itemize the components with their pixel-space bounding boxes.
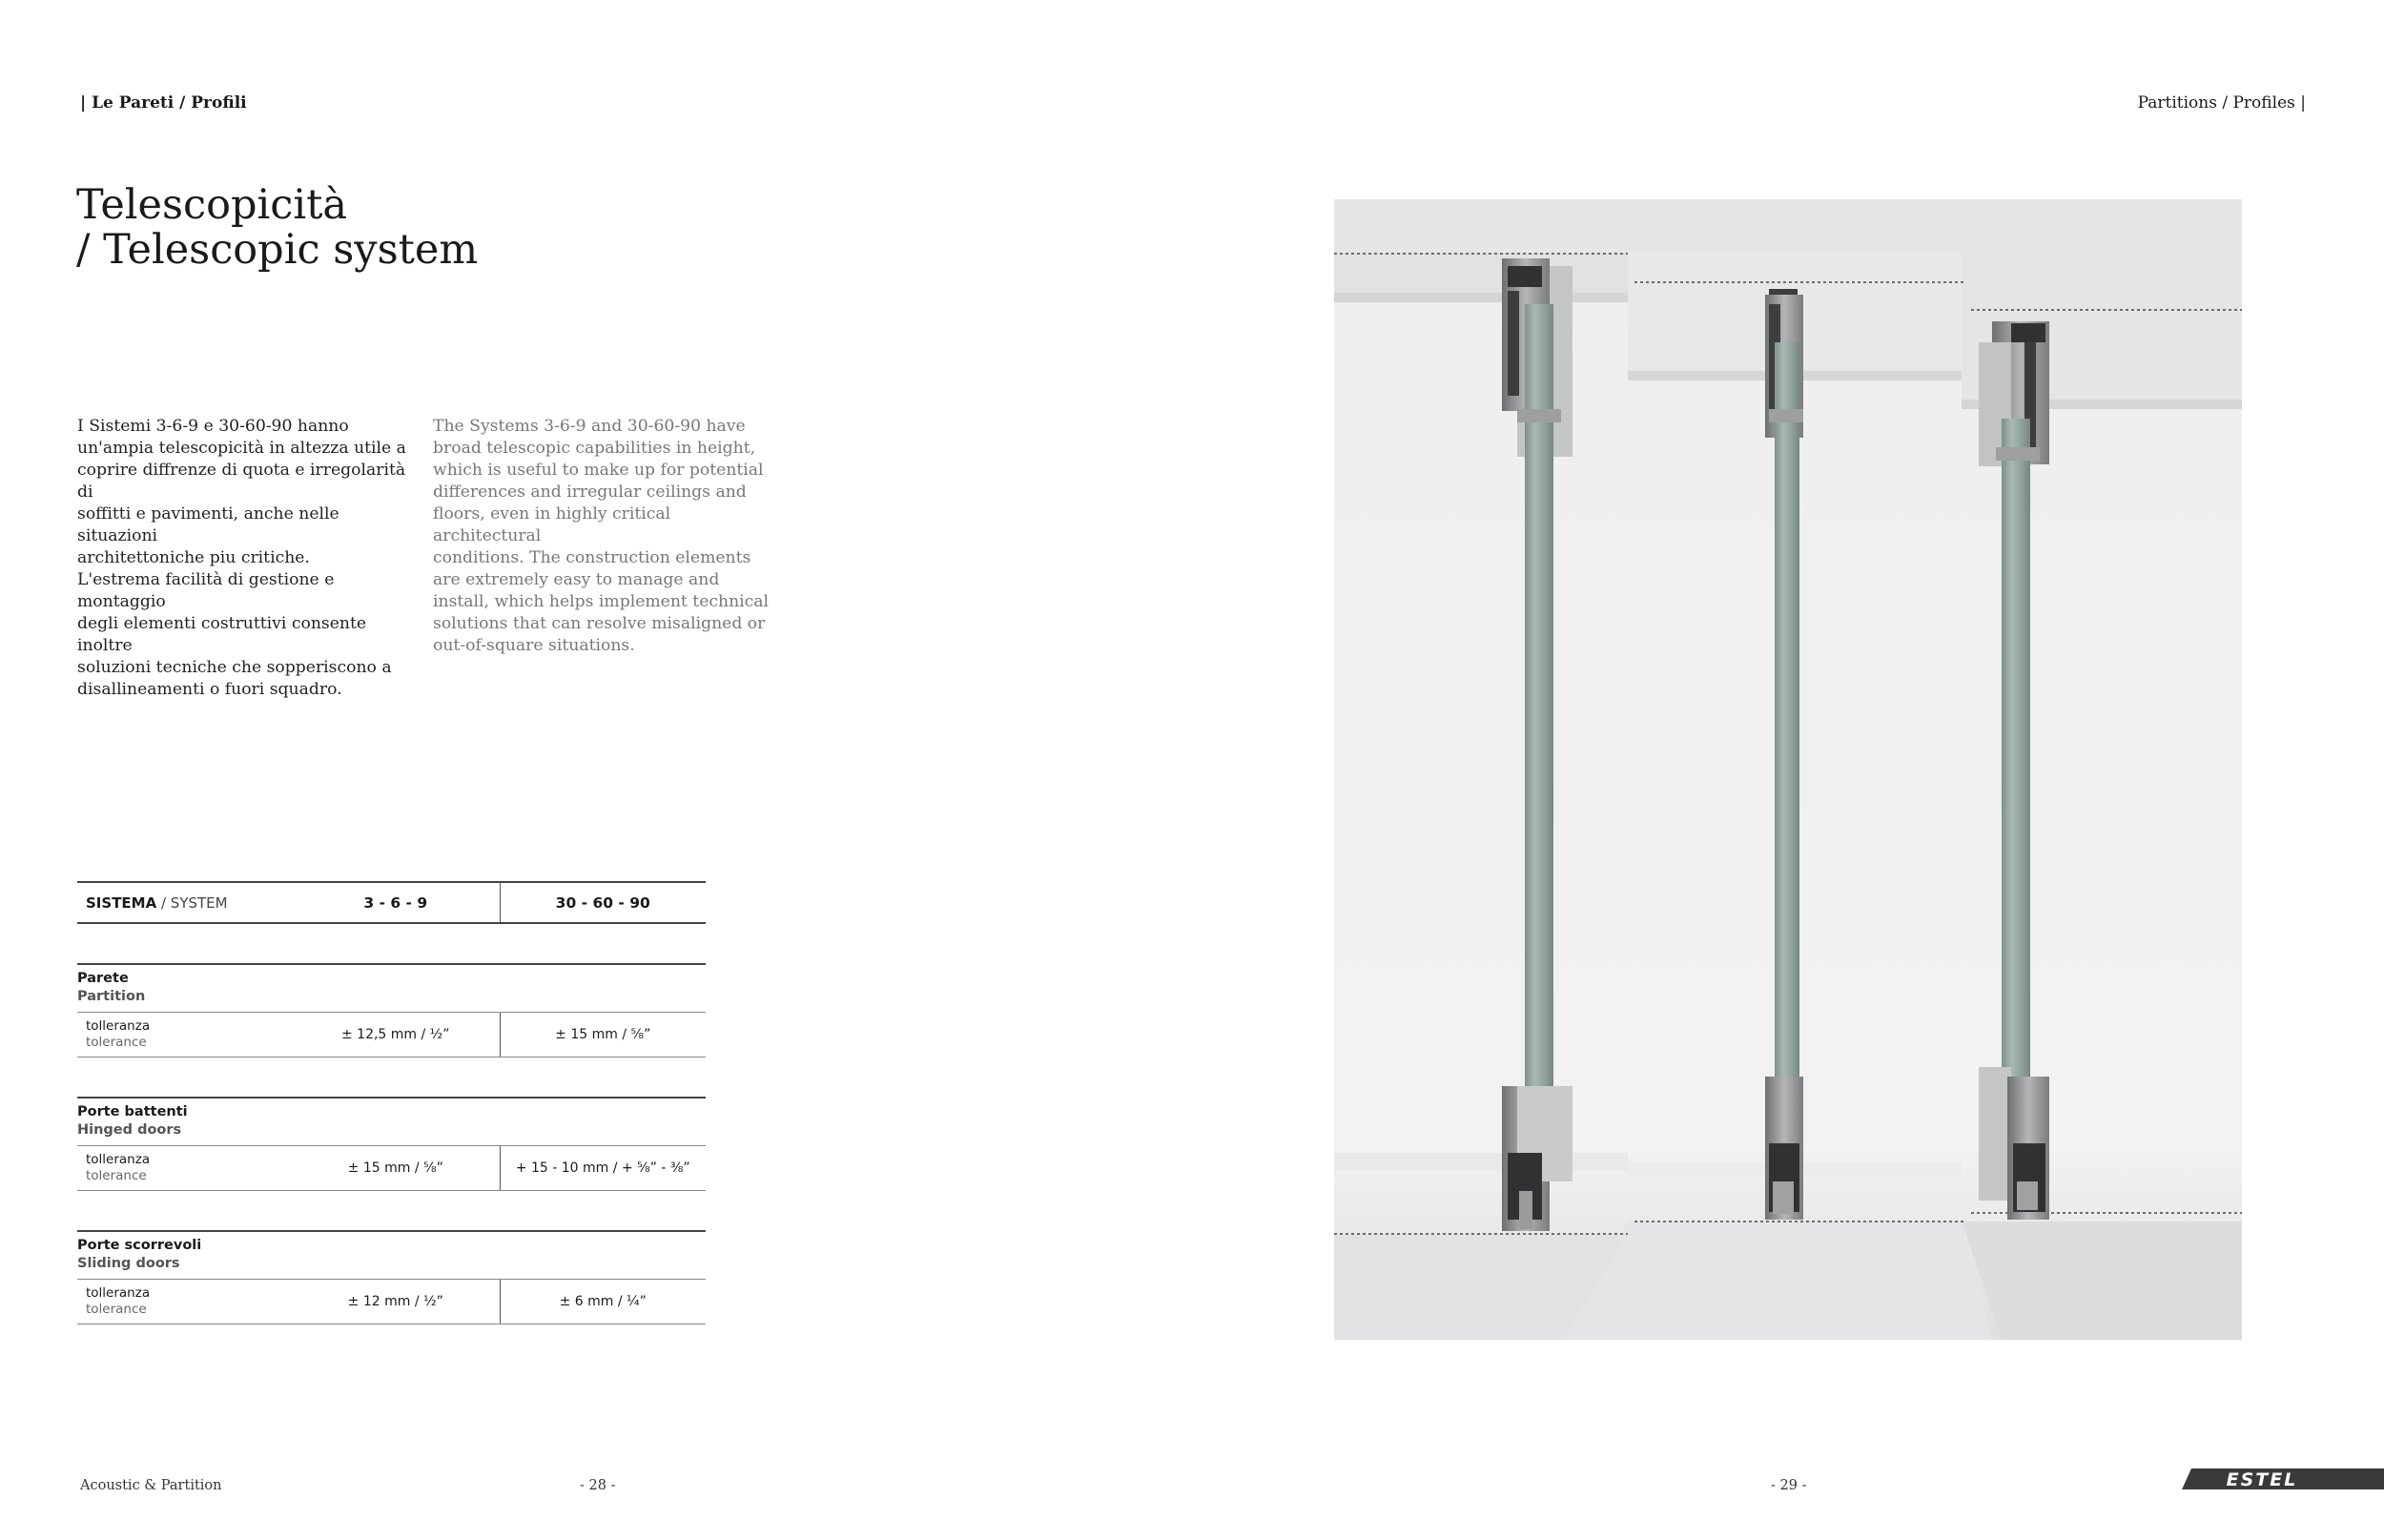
text-line: L'estrema facilità di gestione e montaggio [77,570,335,611]
section-title-it: Parete [77,971,129,987]
table-header-system [77,882,292,923]
body-text-english [433,416,776,657]
text-line: are extremely easy to manage and [433,570,720,589]
tolerance-value-369: ± 12 mm / ½” [292,1279,500,1324]
text-line: conditions. The construction elements [433,548,751,567]
page-title-italian: Telescopicità [76,181,348,229]
text-line: soluzioni tecniche che sopperiscono a [77,658,392,677]
text-line: floors, even in highly critical architectural [433,504,671,545]
tolerance-label-en: tolerance [86,1301,147,1317]
system-label-en: / SYSTEM [156,893,228,912]
section-title-en: Hinged doors [77,1122,182,1139]
system-label-it: SISTEMA [86,893,157,912]
page-number-left: - 28 - [580,1478,616,1493]
table-section-row [77,1231,706,1279]
text-line: un'ampia telescopicità in altezza utile a [77,439,406,458]
text-line: install, which helps implement technical [433,592,770,611]
text-line: broad telescopic capabilities in height, [433,439,756,458]
tolerance-label-it: tolleranza [86,1284,151,1301]
text-line: The Systems 3-6-9 and 30-60-90 have [433,417,746,436]
page-number-right: - 29 - [1771,1478,1807,1493]
text-line: differences and irregular ceilings and [433,483,747,502]
text-line: which is useful to make up for potential [433,461,764,480]
table-row [77,1279,706,1324]
table-section-row [77,964,706,1012]
section-title-it: Porte scorrevoli [77,1238,202,1254]
tolerance-value-306090: ± 15 mm / ⅝” [500,1012,706,1057]
text-line: architettoniche piu critiche. [77,548,310,567]
tolerance-table [77,881,706,1324]
table-header-row [77,882,706,923]
body-text-italian [77,416,421,701]
text-line: out-of-square situations. [433,636,635,655]
logo-text: ESTEL [2226,1469,2298,1490]
table-header-col-306090: 30 - 60 - 90 [500,882,706,923]
header-section-right: Partitions / Profiles | [2137,93,2306,113]
tolerance-value-306090: + 15 - 10 mm / + ⅝” - ⅜” [500,1145,706,1190]
tolerance-label-it: tolleranza [86,1017,151,1034]
telescopic-profiles-photo [1334,199,2242,1340]
text-line: coprire diffrenze di quota e irregolarità di [77,461,406,502]
estel-logo [2182,1467,2384,1491]
page-title-english: / Telescopic system [76,226,479,274]
table-header-col-369: 3 - 6 - 9 [292,882,500,923]
text-line: solutions that can resolve misaligned or [433,614,766,633]
tolerance-value-369: ± 15 mm / ⅝” [292,1145,500,1190]
table-section-row [77,1098,706,1145]
table-row [77,1012,706,1057]
table-row [77,1145,706,1190]
text-line: soffitti e pavimenti, anche nelle situazioni [77,504,339,545]
footer-publication-name: Acoustic & Partition [80,1478,222,1493]
tolerance-label-en: tolerance [86,1167,147,1183]
text-line: degli elementi costruttivi consente inoltre [77,614,367,655]
section-title-en: Partition [77,989,146,1005]
text-line: disallineamenti o fuori squadro. [77,680,342,699]
tolerance-label-it: tolleranza [86,1151,151,1167]
text-line: I Sistemi 3-6-9 e 30-60-90 hanno [77,417,349,436]
section-title-en: Sliding doors [77,1256,180,1272]
tolerance-value-369: ± 12,5 mm / ½” [292,1012,500,1057]
tolerance-value-306090: ± 6 mm / ¼” [500,1279,706,1324]
section-title-it: Porte battenti [77,1104,188,1120]
header-section-left: | Le Pareti / Profili [80,93,247,113]
tolerance-label-en: tolerance [86,1034,147,1050]
page-title [76,183,478,273]
